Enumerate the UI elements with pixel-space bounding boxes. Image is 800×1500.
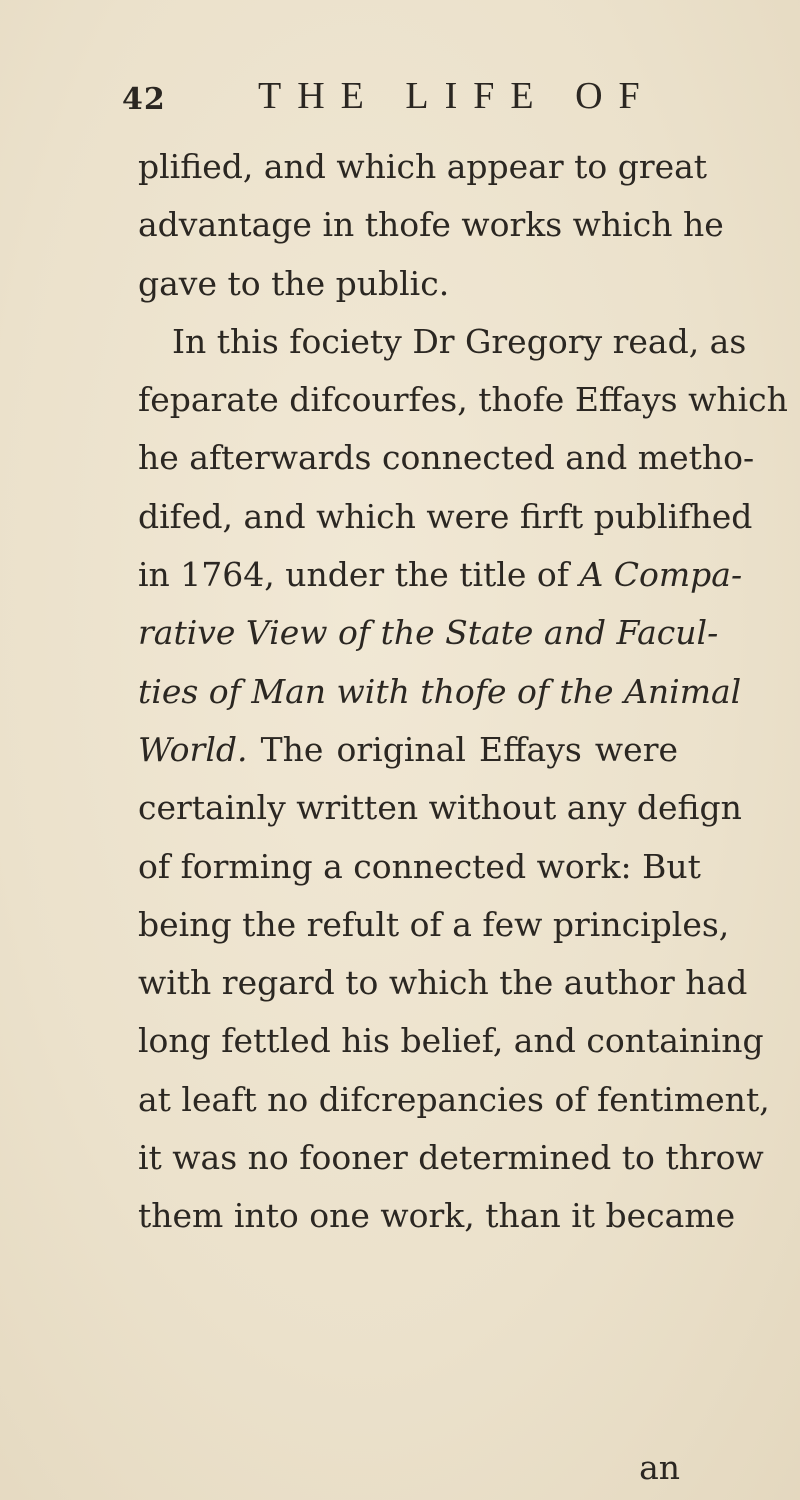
text-line: difed, and which were firft publifhed (138, 496, 753, 536)
book-title-italic: World. (138, 729, 248, 769)
text-line: at leaft no difcrepancies of fentiment, (138, 1079, 770, 1119)
text-line: plified, and which appear to great (138, 147, 708, 186)
text-line: it was no fooner determined to throw (138, 1138, 764, 1178)
body-text (138, 138, 788, 1246)
book-title-italic: A Compa- (579, 555, 743, 595)
text-line-mixed (138, 721, 678, 779)
text-line: being the refult of a few principles, (138, 904, 730, 944)
running-head: THE LIFE OF (258, 75, 656, 117)
book-title-line: rative View of the State and Facul- (138, 613, 719, 653)
catchword: an (639, 1448, 680, 1487)
page-number: 42 (122, 82, 166, 117)
text-line: long fettled his belief, and containing (138, 1021, 764, 1061)
text-line: feparate difcourfes, thofe Effays which (138, 380, 788, 420)
text-line: with regard to which the author had (138, 963, 748, 1003)
text-line-segment: The original Effays were (247, 729, 678, 769)
text-line: them into one work, than it became (138, 1196, 736, 1236)
text-line: certainly written without any defign (138, 788, 742, 828)
text-line: In this fociety Dr Gregory read, as (172, 321, 747, 361)
text-line: gave to the public. (138, 263, 450, 303)
text-line: advantage in thofe works which he (138, 205, 724, 245)
text-line-segment: in 1764, under the title of (138, 555, 580, 595)
text-line-mixed (138, 546, 743, 604)
book-title-line: ties of Man with thofe of the Animal (138, 671, 742, 711)
page-header (122, 72, 682, 122)
text-line: of forming a connected work: But (138, 846, 701, 886)
text-line: he afterwards connected and metho- (138, 438, 755, 478)
